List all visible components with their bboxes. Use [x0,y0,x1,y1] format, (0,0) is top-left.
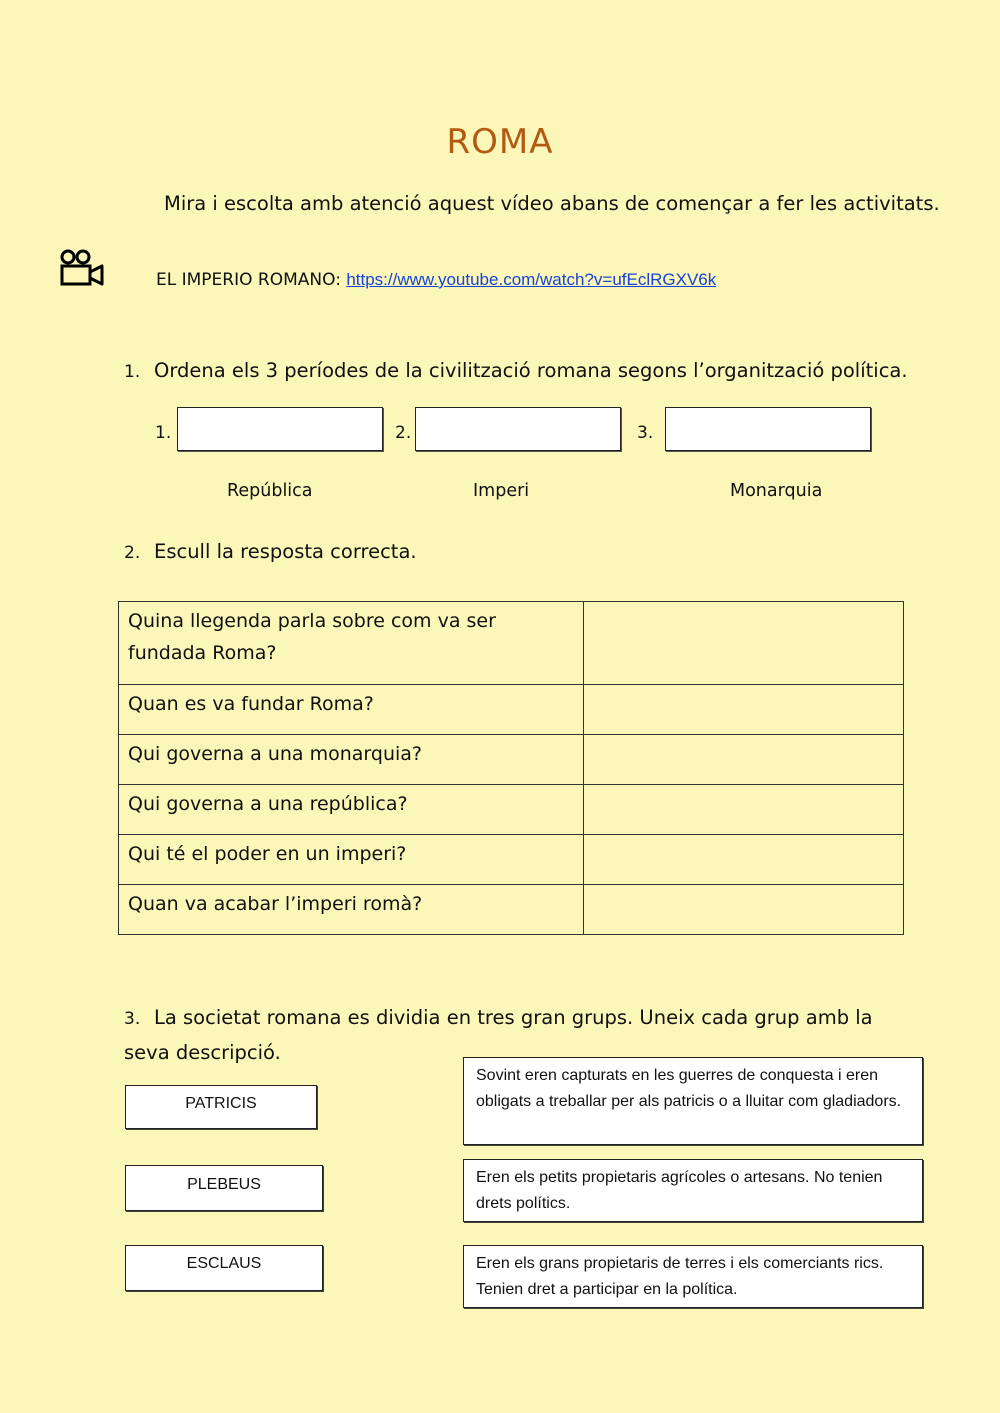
question-1-text: Ordena els 3 períodes de la civilització romana segons l’organització política. [154,359,908,382]
question-cell: Qui governa a una república? [119,785,584,835]
table-row [119,885,904,935]
description-1[interactable]: Sovint eren capturats en les guerres de conquesta i eren obligats a treballar per als patricis o a lluitar com gladiadors. [463,1057,923,1145]
order-slot-1-label: 1. [155,423,172,443]
page-title: ROMA [446,122,554,162]
video-camera-icon [58,248,106,290]
table-row [119,785,904,835]
answer-cell[interactable] [584,885,904,935]
table-row [119,835,904,885]
description-2[interactable]: Eren els petits propietaris agrícoles o artesans. No tenien drets polítics. [463,1159,923,1222]
video-reference [156,270,716,290]
table-row [119,685,904,735]
answer-cell[interactable] [584,602,904,685]
table-row [119,602,904,685]
question-2 [124,540,417,563]
option-monarquia[interactable]: Monarquia [730,481,823,501]
order-slot-2-label: 2. [395,423,412,443]
question-3-text: La societat romana es dividia en tres gran grups. Uneix cada grup amb la seva descripció. [124,1006,873,1064]
question-cell: Quina llegenda parla sobre com va ser fundada Roma? [119,602,584,685]
video-link[interactable]: https://www.youtube.com/watch?v=ufEclRGXV6k [346,270,717,289]
group-plebeus[interactable]: PLEBEUS [125,1165,323,1211]
question-cell: Qui té el poder en un imperi? [119,835,584,885]
answer-cell[interactable] [584,835,904,885]
answer-cell[interactable] [584,685,904,735]
description-3[interactable]: Eren els grans propietaris de terres i els comerciants rics. Tenien dret a participar en la política. [463,1245,923,1308]
intro-text: Mira i escolta amb atenció aquest vídeo abans de començar a fer les activitats. [164,192,940,215]
video-label: EL IMPERIO ROMANO: [156,270,347,290]
group-esclaus[interactable]: ESCLAUS [125,1245,323,1291]
option-republica[interactable]: República [227,481,313,501]
question-2-number: 2. [124,543,141,563]
order-slot-3-box[interactable] [665,407,871,451]
question-1 [124,359,908,382]
order-slot-3-label: 3. [637,423,654,443]
question-1-number: 1. [124,362,141,382]
group-patricis[interactable]: PATRICIS [125,1085,317,1129]
order-slot-1-box[interactable] [177,407,383,451]
option-imperi[interactable]: Imperi [473,481,530,501]
answer-table [118,601,904,935]
question-3-number: 3. [124,1009,141,1029]
order-slot-2-box[interactable] [415,407,621,451]
answer-cell[interactable] [584,735,904,785]
answer-cell[interactable] [584,785,904,835]
table-row [119,735,904,785]
question-cell: Quan es va fundar Roma? [119,685,584,735]
question-2-text: Escull la resposta correcta. [154,540,417,563]
question-cell: Qui governa a una monarquia? [119,735,584,785]
question-cell: Quan va acabar l’imperi romà? [119,885,584,935]
